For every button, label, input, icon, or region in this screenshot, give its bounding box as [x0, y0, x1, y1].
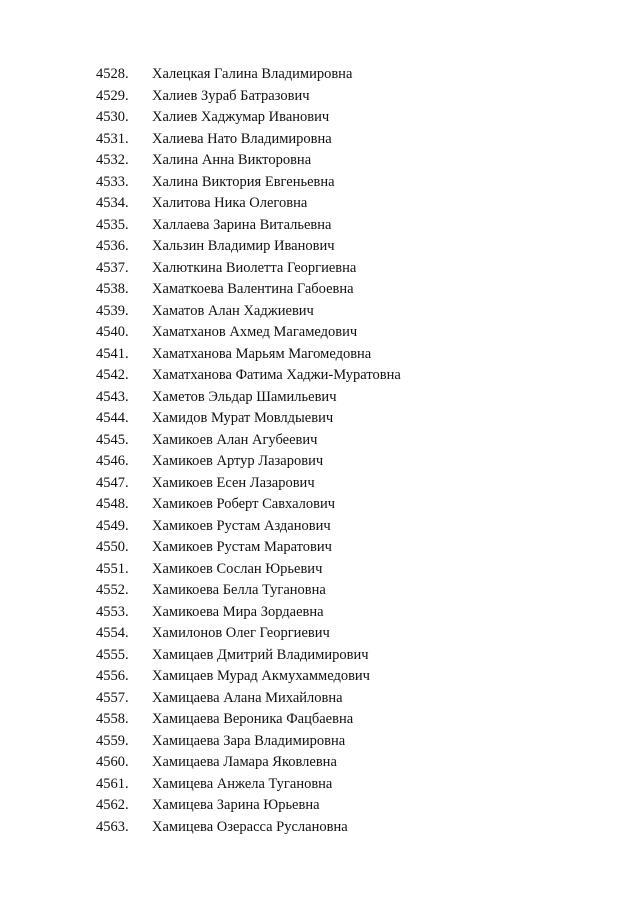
list-item — [96, 580, 401, 602]
entry-name: Хаматов Алан Хаджиевич — [152, 302, 314, 319]
entry-name: Хамилонов Олег Георгиевич — [152, 625, 330, 641]
entry-number: 4531. — [96, 130, 129, 147]
entry-number: 4548. — [96, 496, 129, 512]
list-item — [96, 172, 401, 194]
list-item — [96, 344, 401, 366]
entry-number: 4553. — [96, 603, 129, 620]
list-item — [96, 709, 401, 731]
entry-name: Хамикоев Артур Лазарович — [152, 453, 324, 469]
list-item — [96, 86, 401, 108]
list-item — [96, 795, 401, 817]
entry-name: Хаматкоева Валентина Габоевна — [152, 281, 354, 297]
entry-name: Хамицаева Вероника Фацбаевна — [152, 711, 354, 727]
list-item — [96, 688, 401, 710]
entry-name: Хамикоев Алан Агубеевич — [152, 431, 318, 448]
entry-name: Хамицаева Алана Михайловна — [152, 689, 343, 706]
entry-name: Хаматханов Ахмед Магамедович — [152, 324, 358, 340]
entry-name: Хамикоев Сослан Юрьевич — [152, 560, 323, 577]
entry-number: 4563. — [96, 818, 129, 835]
entry-name: Хамицаев Мурад Акмухаммедович — [152, 668, 370, 684]
entry-name: Хамикоев Роберт Савхалович — [152, 496, 336, 512]
list-item — [96, 365, 401, 387]
list-item — [96, 666, 401, 688]
list-item — [96, 322, 401, 344]
entry-name: Хамицева Анжела Тугановна — [152, 775, 333, 792]
list-item — [96, 602, 401, 624]
entry-name: Халина Анна Викторовна — [152, 152, 312, 168]
entry-number: 4542. — [96, 367, 129, 383]
list-item — [96, 129, 401, 151]
entry-number: 4560. — [96, 754, 129, 770]
entry-number: 4532. — [96, 152, 129, 168]
entry-name: Халлаева Зарина Витальевна — [152, 216, 332, 233]
list-item — [96, 107, 401, 129]
entry-name: Хаматханова Марьям Магомедовна — [152, 345, 372, 362]
entry-number: 4561. — [96, 775, 129, 792]
list-item — [96, 559, 401, 581]
list-item — [96, 64, 401, 86]
entry-number: 4545. — [96, 431, 129, 448]
entry-name: Хамицаева Ламара Яковлевна — [152, 754, 337, 770]
entry-number: 4550. — [96, 539, 129, 555]
entry-number: 4558. — [96, 711, 129, 727]
entry-number: 4538. — [96, 281, 129, 297]
entry-number: 4528. — [96, 66, 129, 82]
entry-number: 4557. — [96, 689, 129, 706]
list-item — [96, 537, 401, 559]
entry-name: Хамикоев Рустам Маратович — [152, 539, 332, 555]
numbered-name-list — [96, 64, 401, 838]
entry-number: 4529. — [96, 87, 129, 104]
list-item — [96, 193, 401, 215]
entry-name: Халецкая Галина Владимировна — [152, 66, 353, 82]
entry-number: 4541. — [96, 345, 129, 362]
entry-number: 4539. — [96, 302, 129, 319]
entry-number: 4533. — [96, 173, 129, 190]
entry-number: 4530. — [96, 109, 129, 125]
entry-name: Хамикоева Мира Зордаевна — [152, 603, 324, 620]
entry-name: Хамицаева Зара Владимировна — [152, 732, 346, 749]
entry-number: 4559. — [96, 732, 129, 749]
list-item — [96, 473, 401, 495]
list-item — [96, 236, 401, 258]
list-item — [96, 494, 401, 516]
list-item — [96, 387, 401, 409]
entry-number: 4536. — [96, 238, 129, 254]
entry-number: 4549. — [96, 517, 129, 534]
entry-number: 4562. — [96, 797, 129, 813]
list-item — [96, 408, 401, 430]
entry-name: Халиева Нато Владимировна — [152, 130, 332, 147]
list-item — [96, 731, 401, 753]
list-item — [96, 215, 401, 237]
entry-number: 4546. — [96, 453, 129, 469]
entry-name: Хамикоев Рустам Азданович — [152, 517, 331, 534]
entry-number: 4544. — [96, 410, 129, 426]
list-item — [96, 451, 401, 473]
entry-name: Хамикоев Есен Лазарович — [152, 474, 315, 491]
list-item — [96, 752, 401, 774]
entry-name: Халиев Хаджумар Иванович — [152, 109, 330, 125]
list-item — [96, 623, 401, 645]
list-item — [96, 774, 401, 796]
list-item — [96, 258, 401, 280]
entry-name: Хамидов Мурат Мовлдыевич — [152, 410, 334, 426]
entry-number: 4534. — [96, 195, 129, 211]
entry-number: 4540. — [96, 324, 129, 340]
entry-name: Хамикоева Белла Тугановна — [152, 582, 326, 598]
entry-number: 4551. — [96, 560, 129, 577]
entry-number: 4552. — [96, 582, 129, 598]
entry-number: 4555. — [96, 646, 129, 663]
entry-name: Халитова Ника Олеговна — [152, 195, 308, 211]
entry-number: 4535. — [96, 216, 129, 233]
list-item — [96, 301, 401, 323]
list-item — [96, 279, 401, 301]
list-item — [96, 817, 401, 839]
entry-number: 4537. — [96, 259, 129, 276]
entry-number: 4554. — [96, 625, 129, 641]
entry-name: Хальзин Владимир Иванович — [152, 238, 335, 254]
entry-name: Хаметов Эльдар Шамильевич — [152, 388, 337, 405]
list-item — [96, 430, 401, 452]
entry-number: 4543. — [96, 388, 129, 405]
entry-name: Халиев Зураб Батразович — [152, 87, 310, 104]
list-item — [96, 150, 401, 172]
entry-name: Хамицаев Дмитрий Владимирович — [152, 646, 369, 663]
entry-number: 4556. — [96, 668, 129, 684]
entry-name: Халина Виктория Евгеньевна — [152, 173, 335, 190]
list-item — [96, 645, 401, 667]
entry-name: Халюткина Виолетта Георгиевна — [152, 259, 357, 276]
entry-name: Хамицева Зарина Юрьевна — [152, 797, 320, 813]
entry-name: Хамицева Озерасса Руслановна — [152, 818, 348, 835]
list-item — [96, 516, 401, 538]
entry-number: 4547. — [96, 474, 129, 491]
entry-name: Хаматханова Фатима Хаджи-Муратовна — [152, 367, 401, 383]
